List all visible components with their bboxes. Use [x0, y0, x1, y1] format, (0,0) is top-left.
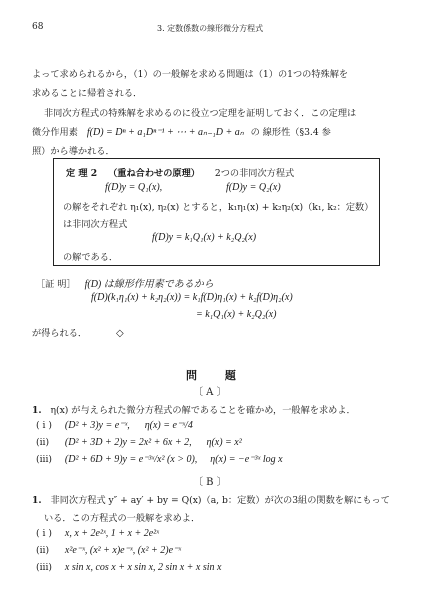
proof-conclusion-line [32, 325, 124, 339]
theorem-title: 定 理 2 [66, 168, 98, 179]
item-functions: x²e⁻ˣ, (x² + x)e⁻ˣ, (x² + 2)e⁻ˣ [64, 545, 182, 556]
proof-intro-line [36, 275, 214, 290]
theorem-intro: 2つの非同次方程式 [214, 168, 295, 179]
problem-a1-number: 1. [32, 405, 42, 416]
item-number: (ii) [36, 437, 50, 448]
item-number: (iii) [36, 454, 52, 465]
body-line-2: 求めることに帰着される． [32, 88, 143, 99]
item-functions: x sin x, cos x + x sin x, 2 sin x + x sin x [64, 562, 222, 573]
page-number: 68 [32, 22, 44, 32]
item-number: (ii) [36, 545, 50, 556]
proof-eq-2: = k₁Q₁(x) + k₂Q₂(x) [196, 309, 277, 320]
problem-a1-item-3 [36, 454, 283, 465]
theorem-eq-2: f(D)y = Q₂(x) [226, 182, 281, 193]
item-number: ( i ) [36, 528, 52, 539]
item-equation: (D² + 6D + 9)y = e⁻³ˣ/x² (x > 0), [64, 454, 198, 465]
operator-label: 微分作用素 [32, 127, 78, 138]
problem-b1-text-1: 非同次方程式 y″ + ay′ + by = Q(x)（a, b：定数）が次の3組の関数を解にもって [50, 495, 390, 506]
body-line-1: よって求められるから，（1）の一般解を求める問題は（1）の1つの特殊解を [32, 69, 349, 80]
section-b-heading: 〔 B 〕 [193, 477, 227, 488]
problem-b1-text-2: いる．この方程式の一般解を求めよ． [44, 513, 201, 524]
linearity-ref: の 線形性（§3.4 参 [250, 127, 331, 138]
item-equation: (D² + 3)y = e⁻ˣ, [64, 420, 130, 431]
theorem-line-2: の解をそれぞれ η₁(x), η₂(x) とすると，k₁η₁(x) + k₂η₂(x)（k₁, k₂：定数） [63, 202, 374, 213]
problems-title: 問 題 [186, 369, 248, 382]
item-equation: (D² + 3D + 2)y = 2x² + 6x + 2, [64, 437, 192, 448]
body-line-3: 非同次方程式の特殊解を求めるのに役立つ定理を証明しておく．この定理は [44, 108, 357, 119]
problem-a1 [32, 402, 356, 416]
item-number: ( i ) [36, 420, 52, 431]
theorem-eq-1: f(D)y = Q₁(x), [105, 182, 163, 193]
problem-b1-item-3 [36, 562, 221, 573]
proof-intro: f(D) は線形作用素であるから [84, 279, 214, 290]
proof-label: ［証 明］ [36, 279, 76, 290]
problem-b1-number: 1. [32, 495, 42, 506]
problem-b1-item-1 [36, 528, 159, 539]
theorem-line-3: は非同次方程式 [63, 219, 128, 230]
problem-a1-item-2 [36, 437, 242, 448]
problem-b1-item-2 [36, 545, 181, 556]
item-functions: x, x + 2e²ˣ, 1 + x + 2e²ˣ [64, 528, 159, 539]
theorem-line-4: の解である． [63, 252, 119, 263]
differential-operator-formula: f(D) = Dⁿ + a₁Dⁿ⁻¹ + ⋯ + aₙ₋₁D + aₙ [86, 127, 244, 138]
section-a-heading: 〔 A 〕 [193, 387, 227, 398]
item-solution: η(x) = e⁻ˣ/4 [144, 420, 193, 431]
item-solution: η(x) = −e⁻³ˣ log x [210, 454, 283, 465]
problem-b1 [32, 492, 390, 506]
theorem-name: （重ね合わせの原理） [108, 168, 200, 179]
problem-a1-item-1 [36, 420, 193, 431]
item-number: (iii) [36, 562, 52, 573]
item-solution: η(x) = x² [206, 437, 242, 448]
proof-eq-1: f(D)(k₁η₁(x) + k₂η₂(x)) = k₁f(D)η₁(x) + k₂f(D)η₂(x) [91, 292, 293, 303]
running-title: 3. 定数係数の線形微分方程式 [157, 24, 264, 33]
theorem-eq-3: f(D)y = k₁Q₁(x) + k₂Q₂(x) [152, 232, 257, 243]
problem-a1-text: η(x) が与えられた微分方程式の解であることを確かめ，一般解を求めよ． [50, 405, 356, 416]
qed-diamond-icon: ◇ [116, 328, 124, 339]
body-line-5: 照）から導かれる． [32, 146, 115, 157]
proof-conclusion: が得られる． [32, 328, 88, 339]
body-line-4 [32, 124, 331, 138]
theorem-header [66, 165, 294, 179]
